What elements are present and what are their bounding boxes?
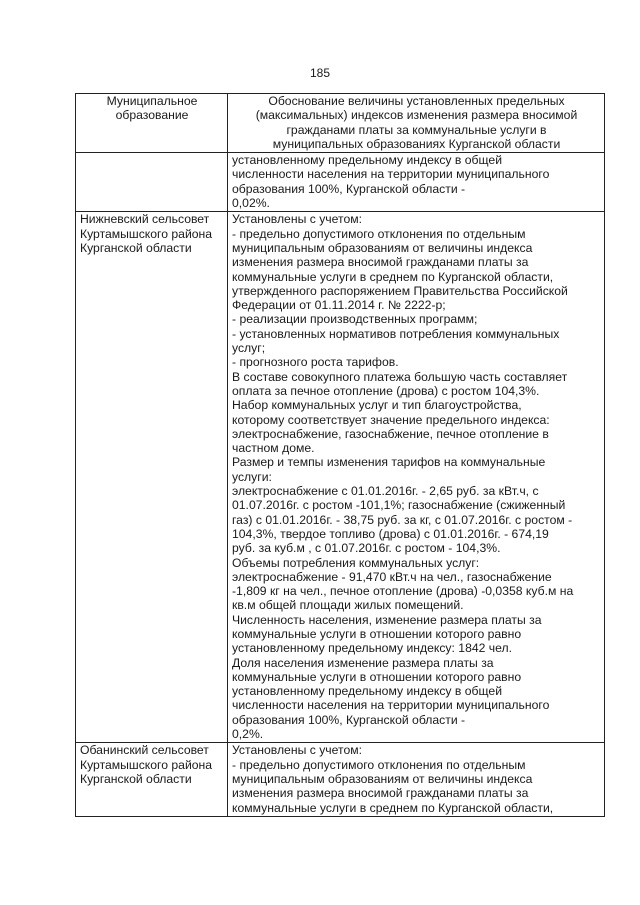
- justification-line: 0,2%.: [232, 727, 264, 742]
- header-line: Муниципальное: [106, 94, 198, 108]
- header-municipality: [76, 94, 228, 153]
- justification-line: - установленных нормативов потребления коммунальных: [232, 326, 560, 341]
- justification-line: коммунальные услуги в среднем по Курганской области,: [232, 800, 554, 815]
- justification-line: оплата за печное отопление (дрова) с ростом 104,3%.: [232, 383, 540, 398]
- justification-line: -1,809 кг на чел., печное отопление (дрова) -0,0358 куб.м на: [232, 584, 574, 599]
- municipality-name-line: Обанинский сельсовет: [80, 743, 209, 758]
- municipality-name-line: Куртамышского района: [80, 757, 213, 772]
- justification-cell: [228, 212, 605, 743]
- justification-line: муниципальным образованиям от величины индекса: [232, 771, 533, 786]
- header-line: Обоснование величины установленных предельных: [268, 94, 565, 108]
- justification-line: услуг;: [232, 341, 266, 356]
- municipality-name-cell: [76, 212, 228, 743]
- justification-line: электроснабжение с 01.01.2016г. - 2,65 руб. за кВт.ч, с: [232, 484, 539, 499]
- justification-line: руб. за куб.м , с 01.07.2016г. с ростом - 104,3%.: [232, 541, 501, 556]
- justification-line: образования 100%, Курганской области -: [232, 712, 466, 727]
- justification-line: муниципальным образованиям от величины индекса: [232, 240, 533, 255]
- municipality-name-cell: [76, 153, 228, 212]
- justification-line: электроснабжение, газоснабжение, печное отопление в: [232, 426, 549, 441]
- municipality-name-line: Нижневский сельсовет: [80, 212, 210, 227]
- justification-line: Федерации от 01.11.2014 г. № 2222-р;: [232, 298, 446, 313]
- municipality-name-line: Курганской области: [80, 771, 192, 786]
- header-line: муниципальных образованиях Курганской области: [272, 136, 561, 151]
- justification-cell: [228, 153, 605, 212]
- justification-line: Установлены с учетом:: [232, 212, 362, 227]
- justification-line: коммунальные услуги в отношении которого равно: [232, 626, 522, 641]
- justification-line: - предельно допустимого отклонения по отдельным: [232, 226, 526, 241]
- justification-line: - реализации производственных программ;: [232, 312, 478, 327]
- justification-line: - прогнозного роста тарифов.: [232, 355, 399, 370]
- justification-line: образования 100%, Курганской области -: [232, 181, 466, 196]
- justification-line: электроснабжение - 91,470 кВт.ч на чел., газоснабжение: [232, 569, 552, 584]
- justification-line: установленному предельному индексу в общей: [232, 153, 503, 168]
- header-justification: [228, 94, 605, 153]
- justification-line: 01.07.2016г. с ростом -101,1%; газоснабжение (сжиженный: [232, 498, 566, 513]
- justification-line: установленному предельному индексу: 1842 чел.: [232, 641, 513, 656]
- municipality-name-line: Курганской области: [80, 240, 192, 255]
- justification-line: которому соответствует значение предельного индекса:: [232, 412, 550, 427]
- header-line: образование: [115, 108, 189, 123]
- table-row: [76, 743, 605, 816]
- justification-line: численности населения на территории муниципального: [232, 698, 550, 713]
- justification-line: Численность населения, изменение размера платы за: [232, 612, 542, 627]
- header-line: гражданами платы за коммунальные услуги в: [286, 122, 547, 137]
- justification-line: Установлены с учетом:: [232, 743, 362, 758]
- justification-line: - предельно допустимого отклонения по отдельным: [232, 757, 526, 772]
- table-row: [76, 212, 605, 743]
- justification-line: численности населения на территории муниципального: [232, 167, 550, 182]
- justification-line: коммунальные услуги в отношении которого равно: [232, 669, 522, 684]
- municipality-name-line: Куртамышского района: [80, 226, 213, 241]
- municipal-index-table: [75, 93, 605, 817]
- justification-line: кв.м общей площади жилых помещений.: [232, 598, 464, 613]
- justification-line: Объемы потребления коммунальных услуг:: [232, 555, 480, 570]
- justification-line: коммунальные услуги в среднем по Курганской области,: [232, 269, 554, 284]
- justification-line: газ) с 01.01.2016г. - 38,75 руб. за кг, с 01.07.2016г. с ростом -: [232, 512, 573, 527]
- justification-line: установленному предельному индексу в общей: [232, 684, 503, 699]
- justification-line: Размер и темпы изменения тарифов на коммунальные: [232, 455, 546, 470]
- table-row: [76, 153, 605, 212]
- page-number: 185: [309, 66, 331, 80]
- justification-cell: [228, 743, 605, 816]
- justification-line: частном доме.: [232, 441, 315, 456]
- justification-line: Набор коммунальных услуг и тип благоустройства,: [232, 398, 522, 413]
- justification-line: 0,02%.: [232, 196, 270, 211]
- justification-line: Доля населения изменение размера платы за: [232, 655, 494, 670]
- table-header-row: [76, 94, 605, 153]
- justification-line: услуги:: [232, 469, 272, 484]
- table-body: [76, 94, 605, 817]
- justification-line: утвержденного распоряжением Правительства Российской: [232, 283, 568, 298]
- municipality-name-cell: [76, 743, 228, 816]
- justification-line: 104,3%, твердое топливо (дрова) с 01.01.2016г. - 674,19: [232, 526, 549, 541]
- header-line: (максимальных) индексов изменения размера вносимой: [255, 108, 578, 123]
- justification-line: изменения размера вносимой гражданами платы за: [232, 255, 529, 270]
- justification-line: В составе совокупного платежа большую часть составляет: [232, 369, 568, 384]
- justification-line: изменения размера вносимой гражданами платы за: [232, 786, 529, 801]
